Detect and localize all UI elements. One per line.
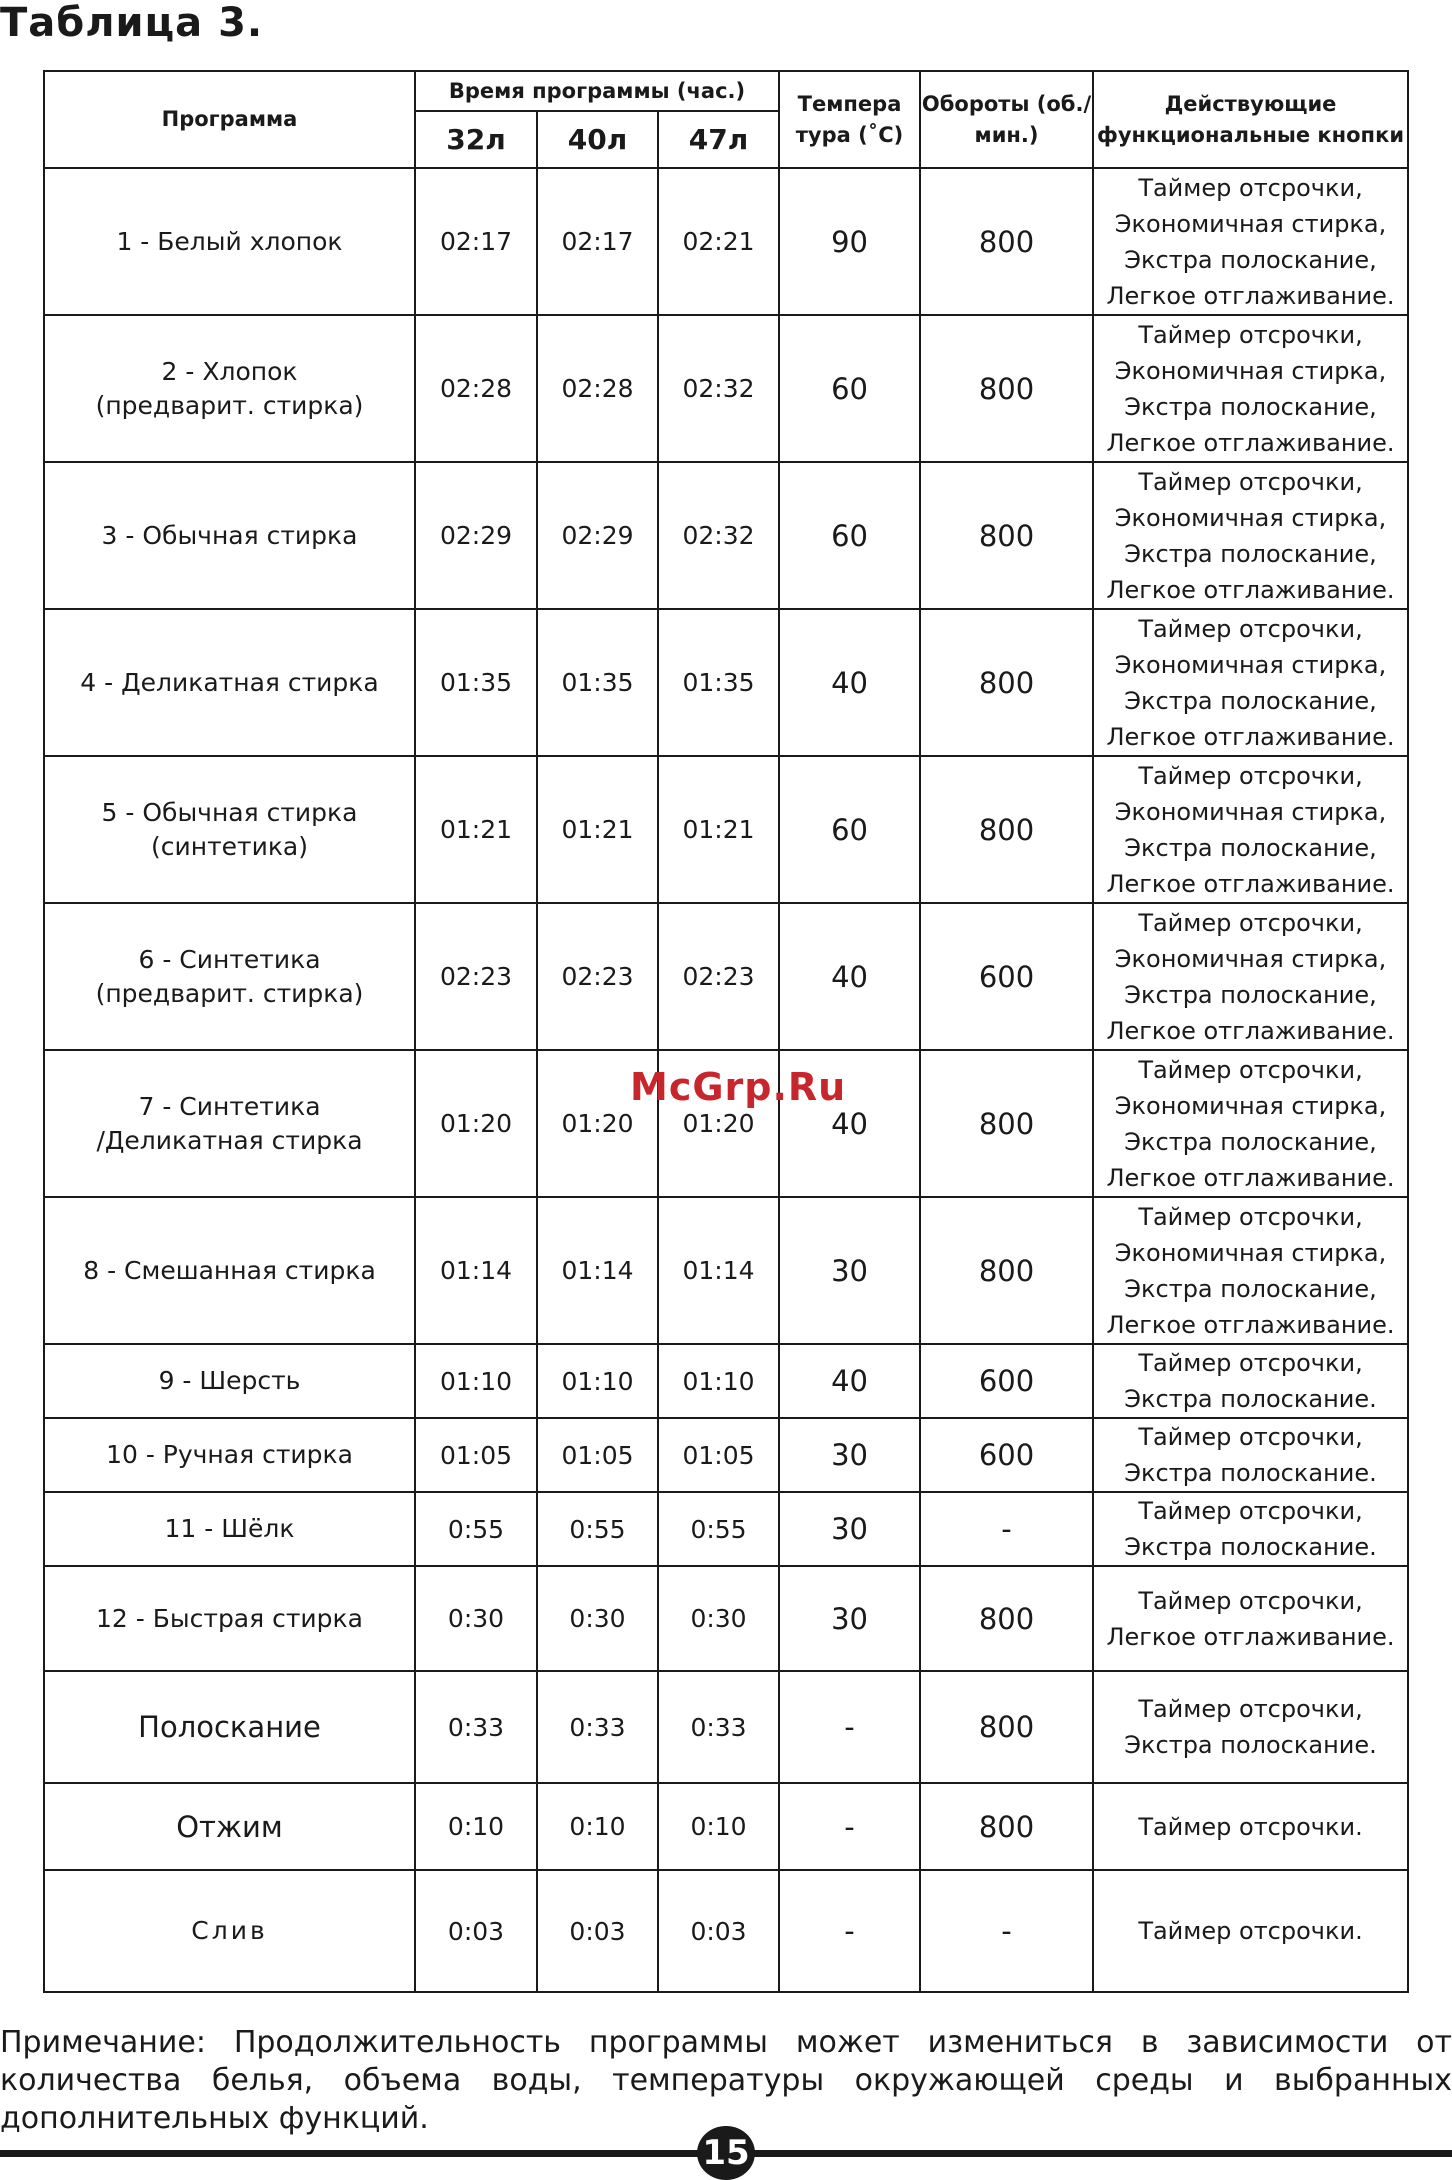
program-name-cell [44, 609, 415, 756]
time-32l-cell: 02:17 [415, 168, 537, 315]
time-40l-cell: 01:21 [537, 756, 658, 903]
time-40l-cell: 02:23 [537, 903, 658, 1050]
rpm-cell: 800 [920, 1566, 1093, 1671]
rpm-cell: - [920, 1492, 1093, 1566]
header-rpm [920, 71, 1093, 168]
time-32l-cell: 0:55 [415, 1492, 537, 1566]
time-40l-cell: 02:17 [537, 168, 658, 315]
program-name-line: 3 - Обычная стирка [101, 520, 358, 550]
buttons-cell [1093, 1197, 1408, 1344]
buttons-cell [1093, 1050, 1408, 1197]
temperature-cell: 60 [779, 462, 920, 609]
watermark: McGrp.Ru [630, 1065, 847, 1109]
time-32l-cell: 01:20 [415, 1050, 537, 1197]
button-line: Экстра полоскание, [1124, 833, 1377, 862]
header-time: Время программы (час.) [415, 71, 779, 111]
button-line: Легкое отглаживание. [1106, 1622, 1395, 1651]
temperature-cell: 60 [779, 315, 920, 462]
button-line: Экстра полоскание. [1124, 1385, 1377, 1413]
button-line: Экономичная стирка, [1114, 209, 1387, 238]
table-row [44, 1671, 1408, 1783]
table-row [44, 1783, 1408, 1870]
button-line: Таймер отсрочки, [1138, 614, 1363, 643]
program-name-line: 12 - Быстрая стирка [96, 1603, 363, 1633]
button-line: Легкое отглаживание. [1106, 869, 1395, 898]
rpm-cell: 800 [920, 1671, 1093, 1783]
program-name-line: 4 - Деликатная стирка [80, 667, 379, 697]
table-row [44, 1344, 1408, 1418]
programs-table [43, 70, 1409, 1993]
time-47l-cell: 0:03 [658, 1870, 779, 1992]
time-40l-cell: 0:33 [537, 1671, 658, 1783]
time-47l-cell: 0:33 [658, 1671, 779, 1783]
button-line: Экономичная стирка, [1114, 650, 1387, 679]
table-row [44, 1418, 1408, 1492]
header-temperature-text: Темпера тура (˚C) [795, 91, 904, 147]
time-32l-cell: 01:35 [415, 609, 537, 756]
time-47l-cell: 01:20 [658, 1050, 779, 1197]
button-line: Экономичная стирка, [1114, 797, 1387, 826]
temperature-cell: - [779, 1671, 920, 1783]
temperature-cell: 40 [779, 903, 920, 1050]
button-line: Таймер отсрочки, [1138, 1202, 1363, 1231]
time-47l-cell: 01:05 [658, 1418, 779, 1492]
buttons-cell [1093, 756, 1408, 903]
header-buttons-text: Действующие функциональные кнопки [1096, 91, 1405, 147]
time-47l-cell: 02:32 [658, 462, 779, 609]
button-line: Таймер отсрочки. [1138, 1812, 1363, 1841]
program-name-cell [44, 1344, 415, 1418]
time-47l-cell: 02:21 [658, 168, 779, 315]
button-line: Экстра полоскание, [1124, 980, 1377, 1009]
button-line: Экономичная стирка, [1114, 503, 1387, 532]
button-line: Таймер отсрочки, [1138, 320, 1363, 349]
buttons-cell [1093, 1492, 1408, 1566]
table-row [44, 168, 1408, 315]
program-name-line: Отжим [176, 1809, 283, 1844]
program-name-line: 8 - Смешанная стирка [83, 1255, 376, 1285]
program-name-cell [44, 1492, 415, 1566]
buttons-cell [1093, 1418, 1408, 1492]
rpm-cell: 800 [920, 1783, 1093, 1870]
button-line: Легкое отглаживание. [1106, 1016, 1395, 1045]
time-40l-cell: 01:05 [537, 1418, 658, 1492]
temperature-cell: 40 [779, 1050, 920, 1197]
button-line: Экстра полоскание, [1124, 1274, 1377, 1303]
program-name-line: 6 - Синтетика [138, 944, 321, 974]
rpm-cell: 800 [920, 609, 1093, 756]
button-line: Экстра полоскание, [1124, 539, 1377, 568]
button-line: Легкое отглаживание. [1106, 281, 1395, 310]
temperature-cell: 90 [779, 168, 920, 315]
header-buttons [1093, 71, 1408, 168]
buttons-cell [1093, 462, 1408, 609]
time-47l-cell: 01:14 [658, 1197, 779, 1344]
button-line: Таймер отсрочки, [1138, 908, 1363, 937]
temperature-cell: 30 [779, 1492, 920, 1566]
program-name-cell [44, 1418, 415, 1492]
rpm-cell: 600 [920, 1344, 1093, 1418]
temperature-cell: 40 [779, 1344, 920, 1418]
program-name-cell [44, 315, 415, 462]
buttons-cell [1093, 609, 1408, 756]
rpm-cell: - [920, 1870, 1093, 1992]
rpm-cell: 800 [920, 462, 1093, 609]
button-line: Экстра полоскание. [1124, 1731, 1377, 1759]
rpm-cell: 800 [920, 756, 1093, 903]
time-40l-cell: 01:14 [537, 1197, 658, 1344]
table-row [44, 1870, 1408, 1992]
time-40l-cell: 0:03 [537, 1870, 658, 1992]
button-line: Легкое отглаживание. [1106, 722, 1395, 751]
button-line: Таймер отсрочки, [1138, 1586, 1363, 1615]
time-32l-cell: 0:10 [415, 1783, 537, 1870]
temperature-cell: 30 [779, 1418, 920, 1492]
header-temperature [779, 71, 920, 168]
time-32l-cell: 0:30 [415, 1566, 537, 1671]
program-name-cell [44, 1197, 415, 1344]
time-47l-cell: 01:21 [658, 756, 779, 903]
rpm-cell: 600 [920, 1418, 1093, 1492]
footnote: Примечание: Продолжительность программы может измениться в зависимости от количества белья, объема воды, температуры окружающей среды и выбранных дополнительных функций. [0, 2025, 1452, 2136]
button-line: Таймер отсрочки, [1138, 1055, 1363, 1084]
program-name-line: 10 - Ручная стирка [106, 1440, 353, 1469]
button-line: Таймер отсрочки, [1138, 1695, 1363, 1723]
program-name-line: Полоскание [138, 1710, 321, 1744]
temperature-cell: 30 [779, 1566, 920, 1671]
time-47l-cell: 0:55 [658, 1492, 779, 1566]
table-row [44, 1492, 1408, 1566]
time-32l-cell: 01:21 [415, 756, 537, 903]
button-line: Экстра полоскание, [1124, 1127, 1377, 1156]
program-name-line: (предварит. стирка) [95, 978, 364, 1008]
program-name-line: 9 - Шерсть [158, 1366, 301, 1395]
time-32l-cell: 01:05 [415, 1418, 537, 1492]
button-line: Экстра полоскание, [1124, 392, 1377, 421]
program-name-line: Слив [191, 1916, 268, 1945]
header-volume-40: 40л [537, 111, 658, 168]
button-line: Экстра полоскание, [1124, 686, 1377, 715]
temperature-cell: 40 [779, 609, 920, 756]
time-40l-cell: 01:10 [537, 1344, 658, 1418]
button-line: Экономичная стирка, [1114, 1238, 1387, 1267]
time-32l-cell: 0:33 [415, 1671, 537, 1783]
buttons-cell [1093, 1870, 1408, 1992]
program-name-line: 1 - Белый хлопок [116, 226, 343, 256]
time-32l-cell: 01:14 [415, 1197, 537, 1344]
program-name-cell [44, 756, 415, 903]
time-40l-cell: 02:29 [537, 462, 658, 609]
program-name-line: 2 - Хлопок [161, 356, 298, 386]
temperature-cell: 60 [779, 756, 920, 903]
program-name-cell [44, 1783, 415, 1870]
program-name-line: (предварит. стирка) [95, 390, 364, 420]
button-line: Таймер отсрочки, [1138, 1349, 1363, 1377]
program-name-cell [44, 462, 415, 609]
page-title: Таблица 3. [0, 0, 264, 46]
program-name-line: /Деликатная стирка [96, 1125, 363, 1155]
buttons-cell [1093, 903, 1408, 1050]
time-47l-cell: 02:23 [658, 903, 779, 1050]
rpm-cell: 800 [920, 315, 1093, 462]
program-name-cell [44, 168, 415, 315]
program-name-line: 7 - Синтетика [138, 1091, 321, 1121]
program-name-cell [44, 1566, 415, 1671]
header-volume-32: 32л [415, 111, 537, 168]
button-line: Легкое отглаживание. [1106, 1310, 1395, 1339]
rpm-cell: 800 [920, 1197, 1093, 1344]
table-row [44, 315, 1408, 462]
temperature-cell: 30 [779, 1197, 920, 1344]
button-line: Таймер отсрочки, [1138, 761, 1363, 790]
time-32l-cell: 02:23 [415, 903, 537, 1050]
table-row [44, 1197, 1408, 1344]
buttons-cell [1093, 1344, 1408, 1418]
button-line: Экстра полоскание, [1124, 245, 1377, 274]
header-program: Программа [44, 71, 415, 168]
table-row [44, 756, 1408, 903]
time-47l-cell: 02:32 [658, 315, 779, 462]
header-rpm-text: Обороты (об./мин.) [921, 91, 1092, 147]
table-row [44, 1566, 1408, 1671]
time-40l-cell: 02:28 [537, 315, 658, 462]
button-line: Таймер отсрочки, [1138, 467, 1363, 496]
time-47l-cell: 01:35 [658, 609, 779, 756]
temperature-cell: - [779, 1783, 920, 1870]
time-40l-cell: 01:20 [537, 1050, 658, 1197]
button-line: Таймер отсрочки, [1138, 173, 1363, 202]
table-row [44, 903, 1408, 1050]
buttons-cell [1093, 168, 1408, 315]
button-line: Легкое отглаживание. [1106, 575, 1395, 604]
time-40l-cell: 0:10 [537, 1783, 658, 1870]
button-line: Экстра полоскание. [1124, 1459, 1377, 1487]
program-name-line: 5 - Обычная стирка [101, 797, 358, 827]
program-name-cell [44, 1050, 415, 1197]
rpm-cell: 600 [920, 903, 1093, 1050]
temperature-cell: - [779, 1870, 920, 1992]
button-line: Экономичная стирка, [1114, 1091, 1387, 1120]
button-line: Таймер отсрочки, [1138, 1497, 1363, 1525]
time-32l-cell: 0:03 [415, 1870, 537, 1992]
buttons-cell [1093, 1671, 1408, 1783]
time-40l-cell: 01:35 [537, 609, 658, 756]
program-name-line: 11 - Шёлк [164, 1514, 295, 1543]
buttons-cell [1093, 315, 1408, 462]
button-line: Экстра полоскание. [1124, 1533, 1377, 1561]
time-40l-cell: 0:30 [537, 1566, 658, 1671]
program-name-line: (синтетика) [150, 831, 309, 861]
buttons-cell [1093, 1566, 1408, 1671]
table-row [44, 609, 1408, 756]
button-line: Экономичная стирка, [1114, 944, 1387, 973]
button-line: Экономичная стирка, [1114, 356, 1387, 385]
time-32l-cell: 02:29 [415, 462, 537, 609]
program-name-cell [44, 1870, 415, 1992]
buttons-cell [1093, 1783, 1408, 1870]
time-47l-cell: 01:10 [658, 1344, 779, 1418]
button-line: Легкое отглаживание. [1106, 428, 1395, 457]
button-line: Таймер отсрочки, [1138, 1423, 1363, 1451]
button-line: Легкое отглаживание. [1106, 1163, 1395, 1192]
button-line: Таймер отсрочки. [1138, 1917, 1363, 1945]
page-number: 15 [697, 2126, 755, 2180]
time-47l-cell: 0:10 [658, 1783, 779, 1870]
header-volume-47: 47л [658, 111, 779, 168]
program-name-cell [44, 903, 415, 1050]
rpm-cell: 800 [920, 1050, 1093, 1197]
table-row [44, 462, 1408, 609]
time-40l-cell: 0:55 [537, 1492, 658, 1566]
rpm-cell: 800 [920, 168, 1093, 315]
time-32l-cell: 02:28 [415, 315, 537, 462]
time-47l-cell: 0:30 [658, 1566, 779, 1671]
program-name-cell [44, 1671, 415, 1783]
time-32l-cell: 01:10 [415, 1344, 537, 1418]
